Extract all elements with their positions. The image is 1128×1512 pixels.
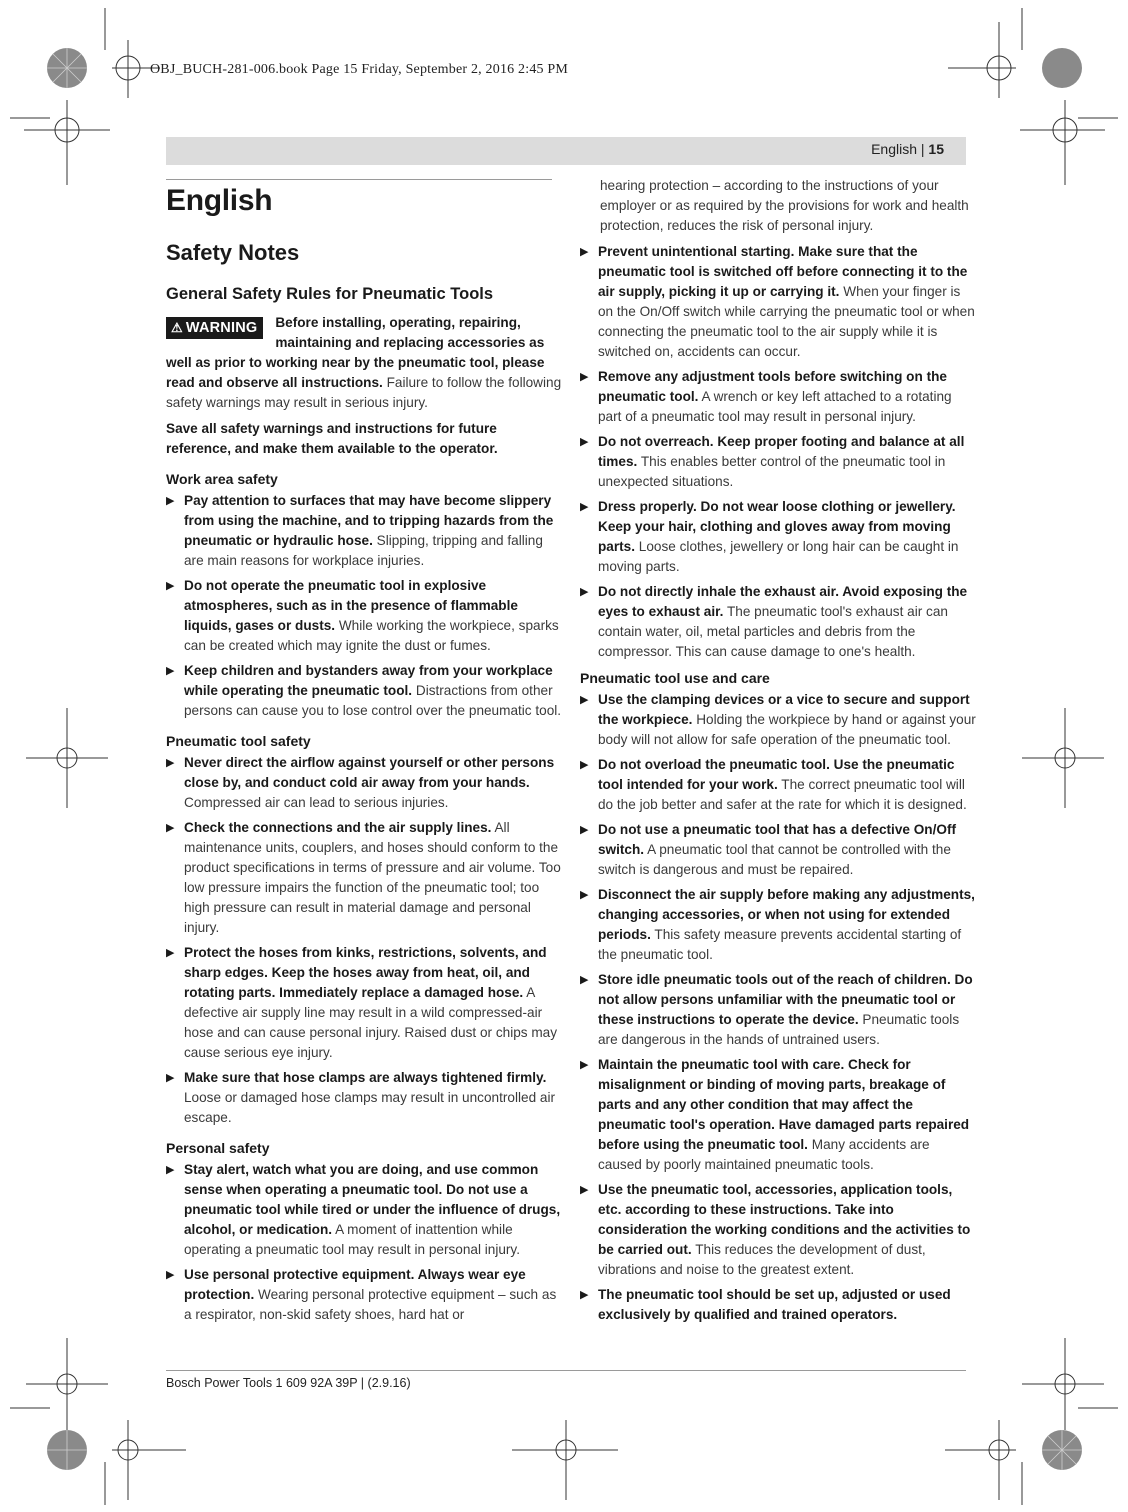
bullet-arrow-icon: ▶ bbox=[166, 495, 175, 507]
bullet-arrow-icon: ▶ bbox=[580, 371, 589, 383]
bullet-rest-text: This enables better control of the pneumatic tool in unexpected situations. bbox=[598, 454, 946, 489]
title-rule bbox=[166, 179, 552, 180]
bullet-bold-text: Dress properly. Do not wear loose clothing or jewellery. Keep your hair, clothing and gloves away from moving parts. bbox=[598, 499, 956, 554]
bullet-rest-text: All maintenance units, couplers, and hoses should conform to the product specifications in terms of pressure and air volume. Too low pressure impairs the function of the pneumatic tool; too high pressure can result in material damage and personal injury. bbox=[184, 820, 561, 935]
page-number: 15 bbox=[928, 141, 944, 157]
bullet-arrow-icon: ▶ bbox=[166, 1164, 175, 1176]
bullet-rest-text: Holding the workpiece by hand or against your body will not allow for safe operation of the pneumatic tool. bbox=[598, 712, 976, 747]
bullet-bold-text: Protect the hoses from kinks, restrictions, solvents, and sharp edges. Keep the hoses away from heat, oil, and rotating parts. Immediately replace a damaged hose. bbox=[184, 945, 547, 1000]
bullet-bold-text: Use personal protective equipment. Always wear eye protection. bbox=[184, 1267, 526, 1302]
bullet-arrow-icon: ▶ bbox=[580, 759, 589, 771]
bullet-arrow-icon: ▶ bbox=[166, 1269, 175, 1281]
bullet-item bbox=[580, 755, 976, 815]
bullet-item bbox=[166, 661, 562, 721]
use-care-heading: Pneumatic tool use and care bbox=[580, 670, 770, 686]
bullet-bold-text: Disconnect the air supply before making any adjustments, changing accessories, or when not using for extended periods. bbox=[598, 887, 975, 942]
group-list bbox=[166, 491, 562, 721]
footer-text: Bosch Power Tools 1 609 92A 39P | (2.9.16) bbox=[166, 1376, 411, 1390]
bullet-rest-text: Slipping, tripping and falling are main reasons for workplace injuries. bbox=[184, 533, 543, 568]
bullet-item bbox=[580, 432, 976, 492]
group-heading: Personal safety bbox=[166, 1140, 270, 1156]
bullet-arrow-icon: ▶ bbox=[580, 889, 589, 901]
bullet-bold-text: Remove any adjustment tools before switching on the pneumatic tool. bbox=[598, 369, 947, 404]
bullet-bold-text: Maintain the pneumatic tool with care. Check for misalignment or binding of moving parts, breakage of parts and any other condition that may affect the pneumatic tool's operation. Have damaged parts repaired before using the pneumatic tool. bbox=[598, 1057, 970, 1152]
bullet-bold-text: Stay alert, watch what you are doing, and use common sense when operating a pneumatic tool. Do not use a pneumatic tool while tired or under the influence of drugs, alcohol, or medication. bbox=[184, 1162, 561, 1237]
bullet-item bbox=[580, 367, 976, 427]
bullet-arrow-icon: ▶ bbox=[580, 586, 589, 598]
bullet-arrow-icon: ▶ bbox=[580, 694, 589, 706]
print-info-line: OBJ_BUCH-281-006.book Page 15 Friday, September 2, 2016 2:45 PM bbox=[150, 62, 569, 77]
bullet-arrow-icon: ▶ bbox=[580, 824, 589, 836]
bullet-item bbox=[580, 970, 976, 1050]
section-title: Safety Notes bbox=[166, 240, 300, 265]
bullet-bold-text: Use the pneumatic tool, accessories, application tools, etc. according to these instructions. Take into consideration the working conditions and the activities to be carried out. bbox=[598, 1182, 971, 1257]
warning-rest: Failure to follow the following safety warnings may result in serious injury. bbox=[166, 375, 562, 410]
warning-bold: Before installing, operating, repairing, maintaining and replacing accessories as well as prior to working near by the pneumatic tool, please read and observe all instructions. bbox=[166, 315, 545, 390]
bullet-item bbox=[166, 1265, 562, 1325]
warning-triangle-icon: ⚠ bbox=[171, 320, 183, 335]
bullet-rest-text: The correct pneumatic tool will do the job better and safer at the rate for which it is designed. bbox=[598, 777, 967, 812]
bullet-bold-text: Pay attention to surfaces that may have become slippery from using the machine, and to tripping hazards from the pneumatic or hydraulic hose. bbox=[184, 493, 554, 548]
bullet-bold-text: Make sure that hose clamps are always tightened firmly. bbox=[184, 1070, 547, 1085]
bullet-item bbox=[166, 753, 562, 813]
bullet-item bbox=[580, 885, 976, 965]
bullet-item bbox=[166, 1160, 562, 1260]
bullet-rest-text: A moment of inattention while operating a pneumatic tool may result in personal injury. bbox=[184, 1222, 520, 1257]
bullet-item bbox=[580, 497, 976, 577]
bullet-arrow-icon: ▶ bbox=[166, 947, 175, 959]
bullet-arrow-icon: ▶ bbox=[580, 1289, 589, 1301]
bullet-rest-text: Pneumatic tools are dangerous in the hands of untrained users. bbox=[598, 1012, 960, 1047]
bullet-arrow-icon: ▶ bbox=[166, 580, 175, 592]
bullet-bold-text: Never direct the airflow against yourself or other persons close by, and conduct cold air away from your hands. bbox=[184, 755, 555, 790]
bullet-item bbox=[166, 818, 562, 938]
bullet-rest-text: Distractions from other persons can cause you to lose control over the pneumatic tool. bbox=[184, 683, 562, 718]
group-list bbox=[166, 753, 562, 1128]
bullet-arrow-icon: ▶ bbox=[580, 1059, 589, 1071]
bullet-bold-text: Prevent unintentional starting. Make sure that the pneumatic tool is switched off before connecting it to the air supply, picking it up or carrying it. bbox=[598, 244, 968, 299]
bullet-rest-text: Loose clothes, jewellery or long hair can be caught in moving parts. bbox=[598, 539, 959, 574]
bullet-rest-text: Wearing personal protective equipment – such as a respirator, non-skid safety shoes, hard hat or bbox=[184, 1287, 557, 1322]
save-instructions: Save all safety warnings and instructions for future reference, and make them available to the operator. bbox=[166, 421, 498, 456]
bullet-bold-text: Check the connections and the air supply lines. bbox=[184, 820, 492, 835]
bullet-arrow-icon: ▶ bbox=[166, 822, 175, 834]
running-head-separator: | bbox=[917, 141, 929, 157]
group-heading: Work area safety bbox=[166, 471, 278, 487]
bullet-arrow-icon: ▶ bbox=[166, 757, 175, 769]
warning-block bbox=[166, 313, 562, 413]
right-column bbox=[580, 176, 976, 1331]
bullet-item bbox=[580, 820, 976, 880]
continuation-text: hearing protection – according to the instructions of your employer or as required by the provisions for work and health protection, reduces the risk of personal injury. bbox=[600, 178, 969, 233]
bullet-item bbox=[166, 1068, 562, 1128]
running-head-language: English bbox=[871, 141, 917, 157]
running-header bbox=[166, 137, 966, 165]
bullet-arrow-icon: ▶ bbox=[166, 665, 175, 677]
right-list-b bbox=[580, 690, 976, 1325]
bullet-item bbox=[166, 943, 562, 1063]
bullet-item bbox=[580, 1180, 976, 1280]
bullet-item bbox=[580, 242, 976, 362]
bullet-bold-text: Store idle pneumatic tools out of the reach of children. Do not allow persons unfamiliar with the pneumatic tool or these instructions to operate the device. bbox=[598, 972, 973, 1027]
bullet-arrow-icon: ▶ bbox=[166, 1072, 175, 1084]
bullet-bold-text: The pneumatic tool should be set up, adjusted or used exclusively by qualified and trained operators. bbox=[598, 1287, 951, 1322]
bullet-item bbox=[166, 576, 562, 656]
bullet-rest-text: Compressed air can lead to serious injuries. bbox=[184, 795, 449, 810]
running-head-text bbox=[871, 141, 966, 157]
bullet-bold-text: Do not use a pneumatic tool that has a defective On/Off switch. bbox=[598, 822, 957, 857]
bullet-bold-text: Do not overload the pneumatic tool. Use the pneumatic tool intended for your work. bbox=[598, 757, 955, 792]
bullet-item bbox=[580, 1055, 976, 1175]
footer-rule bbox=[166, 1370, 966, 1371]
bullet-item bbox=[580, 1285, 976, 1325]
warning-label: WARNING bbox=[185, 320, 258, 336]
bullet-rest-text: This safety measure prevents accidental starting of the pneumatic tool. bbox=[598, 927, 962, 962]
page-title: English bbox=[166, 184, 273, 217]
bullet-arrow-icon: ▶ bbox=[580, 246, 589, 258]
bullet-rest-text: Loose or damaged hose clamps may result in uncontrolled air escape. bbox=[184, 1090, 556, 1125]
bullet-bold-text: Keep children and bystanders away from your workplace while operating the pneumatic tool. bbox=[184, 663, 553, 698]
subsection-title: General Safety Rules for Pneumatic Tools bbox=[166, 285, 494, 303]
bullet-rest-text: A pneumatic tool that cannot be controlled with the switch is dangerous and must be repaired. bbox=[598, 842, 951, 877]
bullet-bold-text: Do not overreach. Keep proper footing and balance at all times. bbox=[598, 434, 965, 469]
left-column bbox=[166, 176, 562, 1331]
bullet-rest-text: While working the workpiece, sparks can be created which may ignite the dust or fumes. bbox=[184, 618, 559, 653]
bullet-item bbox=[580, 582, 976, 662]
bullet-arrow-icon: ▶ bbox=[580, 1184, 589, 1196]
bullet-item bbox=[166, 491, 562, 571]
bullet-arrow-icon: ▶ bbox=[580, 974, 589, 986]
right-list-a bbox=[580, 242, 976, 662]
bullet-rest-text: Many accidents are caused by poorly maintained pneumatic tools. bbox=[598, 1137, 930, 1172]
bullet-rest-text: The pneumatic tool's exhaust air can contain water, oil, metal particles and debris from the compressor. This can cause damage to one's health. bbox=[598, 604, 948, 659]
bullet-item bbox=[580, 690, 976, 750]
bullet-rest-text: This reduces the development of dust, vibrations and noise to the greatest extent. bbox=[598, 1242, 926, 1277]
bullet-rest-text: When your finger is on the On/Off switch while carrying the pneumatic tool or when connecting the pneumatic tool to the air supply while it is switched on, accidents can occur. bbox=[598, 284, 975, 359]
group-list bbox=[166, 1160, 562, 1325]
bullet-bold-text: Do not operate the pneumatic tool in explosive atmospheres, such as in the presence of flammable liquids, gases or dusts. bbox=[184, 578, 518, 633]
bullet-bold-text: Do not directly inhale the exhaust air. Avoid exposing the eyes to exhaust air. bbox=[598, 584, 968, 619]
bullet-rest-text: A defective air supply line may result in a wild compressed-air hose and can cause personal injury. Raised dust or chips may cause serious eye injury. bbox=[184, 985, 558, 1060]
bullet-arrow-icon: ▶ bbox=[580, 436, 589, 448]
bullet-arrow-icon: ▶ bbox=[580, 501, 589, 513]
left-groups bbox=[166, 469, 562, 1325]
group-heading: Pneumatic tool safety bbox=[166, 733, 311, 749]
bullet-bold-text: Use the clamping devices or a vice to secure and support the workpiece. bbox=[598, 692, 970, 727]
warning-badge bbox=[166, 317, 263, 339]
bullet-rest-text: A wrench or key left attached to a rotating part of a pneumatic tool may result in personal injury. bbox=[598, 389, 952, 424]
